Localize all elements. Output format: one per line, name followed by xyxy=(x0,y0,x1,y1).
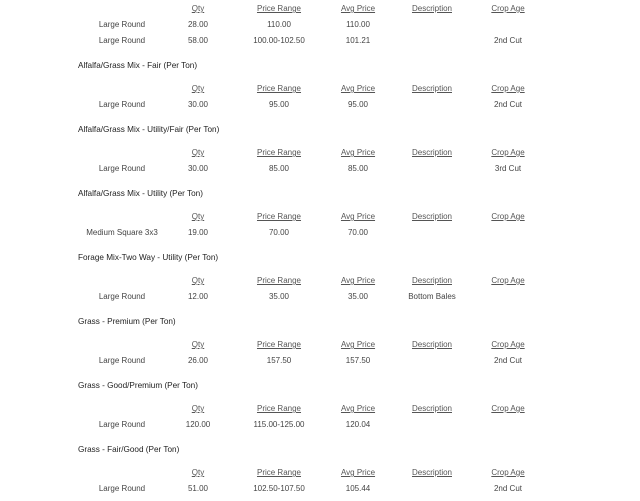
crop-age-cell: 2nd Cut xyxy=(493,356,523,365)
description-header: Description xyxy=(411,4,452,13)
description-header: Description xyxy=(411,212,452,221)
bale-type-cell: Large Round xyxy=(98,420,146,429)
qty-cell: 30.00 xyxy=(187,100,209,109)
qty-cell: 12.00 xyxy=(187,292,209,301)
bale-type-cell: Large Round xyxy=(98,484,146,493)
price-range-header: Price Range xyxy=(256,276,302,285)
price-range-header: Price Range xyxy=(256,468,302,477)
crop-age-cell: 2nd Cut xyxy=(493,36,523,45)
price-range-cell: 102.50-107.50 xyxy=(253,484,305,493)
qty-cell: 30.00 xyxy=(187,164,209,173)
avg-price-header: Avg Price xyxy=(340,404,376,413)
qty-header: Qty xyxy=(191,276,205,285)
crop-age-header: Crop Age xyxy=(491,84,525,93)
price-range-cell: 70.00 xyxy=(268,228,290,237)
bale-type-cell: Large Round xyxy=(98,36,146,45)
avg-price-header: Avg Price xyxy=(340,84,376,93)
avg-price-header: Avg Price xyxy=(340,276,376,285)
price-range-cell: 95.00 xyxy=(268,100,290,109)
section-title: Grass - Good/Premium (Per Ton) xyxy=(78,381,198,390)
qty-header: Qty xyxy=(191,148,205,157)
price-range-cell: 100.00-102.50 xyxy=(253,36,305,45)
section-title: Alfalfa/Grass Mix - Fair (Per Ton) xyxy=(78,61,198,70)
avg-price-header: Avg Price xyxy=(340,212,376,221)
avg-price-cell: 85.00 xyxy=(347,164,369,173)
crop-age-header: Crop Age xyxy=(491,212,525,221)
section-title: Forage Mix-Two Way - Utility (Per Ton) xyxy=(78,253,219,262)
description-header: Description xyxy=(411,84,452,93)
qty-cell: 51.00 xyxy=(187,484,209,493)
avg-price-cell: 110.00 xyxy=(346,20,370,29)
crop-age-header: Crop Age xyxy=(491,340,525,349)
crop-age-header: Crop Age xyxy=(491,4,525,13)
price-range-header: Price Range xyxy=(256,404,302,413)
avg-price-cell: 101.21 xyxy=(345,36,371,45)
qty-header: Qty xyxy=(191,4,205,13)
qty-header: Qty xyxy=(191,84,205,93)
qty-header: Qty xyxy=(191,212,205,221)
price-range-cell: 115.00-125.00 xyxy=(253,420,305,429)
price-range-header: Price Range xyxy=(256,340,302,349)
qty-cell: 120.00 xyxy=(185,420,211,429)
avg-price-cell: 120.04 xyxy=(345,420,371,429)
avg-price-cell: 70.00 xyxy=(347,228,369,237)
crop-age-header: Crop Age xyxy=(491,276,525,285)
description-header: Description xyxy=(411,468,452,477)
crop-age-header: Crop Age xyxy=(491,148,525,157)
bale-type-cell: Medium Square 3x3 xyxy=(86,228,158,237)
crop-age-cell: 2nd Cut xyxy=(493,100,523,109)
price-range-cell: 110.00 xyxy=(267,20,291,29)
description-header: Description xyxy=(411,340,452,349)
bale-type-cell: Large Round xyxy=(98,292,146,301)
price-range-header: Price Range xyxy=(256,4,302,13)
crop-age-header: Crop Age xyxy=(491,404,525,413)
section-title: Grass - Fair/Good (Per Ton) xyxy=(78,445,180,454)
description-header: Description xyxy=(411,148,452,157)
price-range-header: Price Range xyxy=(256,148,302,157)
price-range-cell: 85.00 xyxy=(268,164,290,173)
qty-header: Qty xyxy=(191,340,205,349)
avg-price-cell: 157.50 xyxy=(345,356,371,365)
section-title: Grass - Premium (Per Ton) xyxy=(78,317,176,326)
crop-age-cell: 3rd Cut xyxy=(494,164,522,173)
qty-header: Qty xyxy=(191,468,205,477)
avg-price-cell: 95.00 xyxy=(347,100,369,109)
bale-type-cell: Large Round xyxy=(98,164,146,173)
description-header: Description xyxy=(411,276,452,285)
section-title: Alfalfa/Grass Mix - Utility/Fair (Per Ton) xyxy=(78,125,220,134)
bale-type-cell: Large Round xyxy=(98,100,146,109)
qty-cell: 26.00 xyxy=(187,356,209,365)
price-range-header: Price Range xyxy=(256,84,302,93)
avg-price-header: Avg Price xyxy=(340,340,376,349)
price-range-header: Price Range xyxy=(256,212,302,221)
qty-header: Qty xyxy=(191,404,205,413)
crop-age-header: Crop Age xyxy=(491,468,525,477)
avg-price-cell: 35.00 xyxy=(347,292,369,301)
section-title: Alfalfa/Grass Mix - Utility (Per Ton) xyxy=(78,189,203,198)
avg-price-cell: 105.44 xyxy=(345,484,371,493)
description-cell: Bottom Bales xyxy=(408,292,456,301)
qty-cell: 58.00 xyxy=(187,36,209,45)
avg-price-header: Avg Price xyxy=(340,148,376,157)
avg-price-header: Avg Price xyxy=(340,468,376,477)
price-range-cell: 157.50 xyxy=(266,356,292,365)
bale-type-cell: Large Round xyxy=(98,20,146,29)
qty-cell: 19.00 xyxy=(187,228,209,237)
crop-age-cell: 2nd Cut xyxy=(493,484,523,493)
bale-type-cell: Large Round xyxy=(98,356,146,365)
avg-price-header: Avg Price xyxy=(340,4,376,13)
qty-cell: 28.00 xyxy=(187,20,209,29)
price-range-cell: 35.00 xyxy=(268,292,290,301)
description-header: Description xyxy=(411,404,452,413)
